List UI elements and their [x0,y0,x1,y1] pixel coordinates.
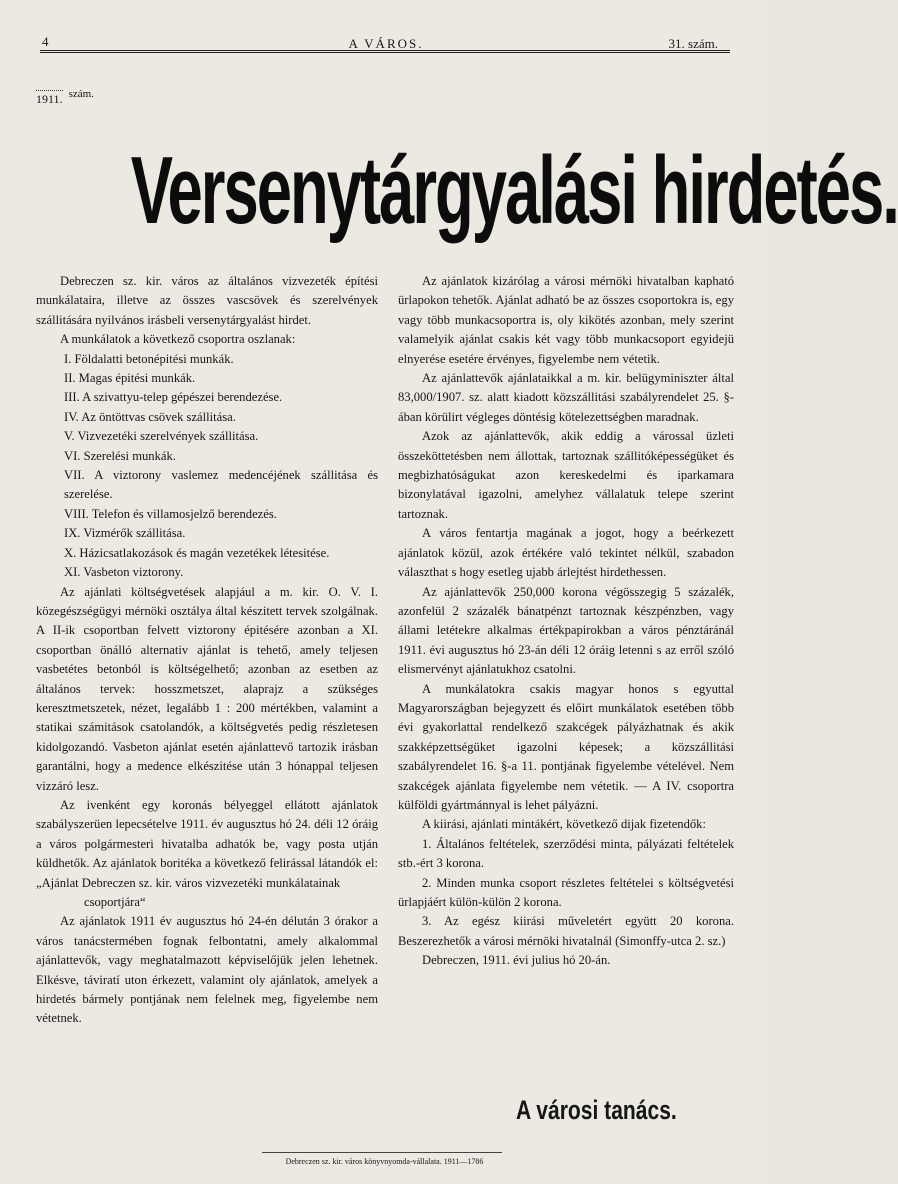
footer-rule [262,1152,502,1153]
issue-label: szám. [68,88,94,100]
paragraph: II. Magas épitési munkák. [64,371,196,386]
paragraph: VI. Szerelési munkák. [64,448,176,463]
year: 1911. [36,92,63,106]
paragraph: Azok az ajánlattevők, akik eddig a várossal üzleti összeköttetésben nem állottak, tartoznak szállitóképességüket és megbizhatóságukat azon kereskedelmi és iparkamara bizonylatával igazolni, amelyhez vállalatuk telepe szerint tartoznak. [398,429,734,521]
paragraph: A kiirási, ajánlati mintákért, következő dijak fizetendők: [422,817,706,832]
paragraph: V. Vizvezetéki szerelvények szállitása. [64,429,259,444]
journal-title: A VÁROS. [348,36,424,51]
paragraph: 3. Az egész kiirási műveletért együtt 20 korona. Beszerezhetők a városi mérnöki hivatalnál (Simonffy-utca 2. sz.) [398,914,734,948]
page-number: 4 [42,34,49,49]
paragraph: Debreczen sz. kir. város az általános vizvezeték építési munkálataira, illetve az összes vascsövek és szerelvények szállitására nyilvános irásbeli versenytárgyalást hirdet. [36,274,378,327]
signature: A városi tanács. [516,1095,677,1125]
left-column [36,272,378,1029]
paragraph: A munkálatokra csakis magyar honos s egyuttal Magyarországban bejegyzett és előirt munkálatok esetében több évi gyakorlattal rendelkező szakcégek pályázhatnak és akik szakképzettségüket igazolni képesek; a közszállitási szabályrendelet 16. §-a 11. pontjának figyelembe vételével. Nem szakcégek ajánlata figyelembe nem vétetik. — A IV. csoportra külföldi gyártmánnyal is lehet pályázni. [398,681,734,812]
paragraph: VIII. Telefon és villamosjelző berendezés. [64,506,277,521]
paragraph: 1. Általános feltételek, szerződési minta, pályázati feltételek stb.-ért 3 korona. [398,836,734,871]
page-header [42,30,730,50]
paragraph: Az ajánlatok 1911 év augusztus hó 24-én délután 3 órakor a város tanácstermében fognak felbontatni, amely alkalommal ajánlattevők, vagy meghatalmazott képviselőjük jelen lehetnek. Elkésve, táviratí uton érkezett, valamint oly ajánlatok, amelyek a hirdetés bármely pontjának nem felelnek meg, figyelembe nem vétetnek. [36,914,378,1026]
paragraph: Az ivenként egy koronás bélyeggel ellátott ajánlatok szabályszerüen lepecsételve 1911. év augusztus hó 24. déli 12 óráig a város polgármesteri hivatalba adhatók be, vagy posta utján küldhetők. Az ajánlatok boritéka a következő felirással látandók el: „Ajánlat Debreczen sz. kir. város vizvezetéki munkálatainak [36,797,378,890]
year-number-line [36,88,94,107]
paragraph: IV. Az öntöttvas csövek szállitása. [64,409,236,424]
paragraph: Az ajánlattevők ajánlataikkal a m. kir. belügyminiszter által 83,000/1907. sz. alatt kiadott közszállitási szabályrendelet 25. §-ában körülirt végleges döntésig kötelezettségben maradnak. [398,371,734,424]
paragraph: A munkálatok a következő csoportra oszlanak: [60,332,296,347]
header-rule [40,50,730,53]
headline: Versenytárgyalási hirdetés. [130,137,898,244]
paragraph: VII. A viztorony vaslemez medencéjének szállitása és szerelése. [64,468,378,502]
paragraph: III. A szivattyu-telep gépészei berendezése. [64,390,283,405]
right-column [398,272,734,971]
printer-imprint: Debreczen sz. kir. város könyvnyomda-vállalata. 1911—1786 [285,1157,484,1166]
paragraph: I. Földalatti betonépitési munkák. [64,351,234,366]
paragraph: Debreczen, 1911. évi julius hó 20-án. [422,953,611,968]
issue-number: 31. szám. [668,36,718,51]
paragraph: Az ajánlattevők 250,000 korona végösszegig 5 százalék, azonfelül 2 százalék bánatpénzt tartoznak készpénzben, vagy állami letétekre alkalmas értékpapirokban a város pénztáránál 1911. évi augusztus hó 23-án déli 12 óráig letenni s az erről szóló elismervényt ajánlatukhoz csatolni. [398,584,734,677]
paragraph: 2. Minden munka csoport részletes feltételei s költségvetési ürlapjáért külön-külön 2 korona. [398,875,734,909]
paragraph: X. Házicsatlakozások és magán vezetékek létesitése. [64,545,330,560]
paragraph: Az ajánlatok kizárólag a városi mérnöki hivatalban kapható ürlapokon tehetők. Ajánlat adható be az összes csoportokra is, egy vagy több munkacsoportra is, oly kikötés azonban, mely szerint valamelyik ajánlat csakis két vagy több munkacsoport egyidejü elnyerése esetére érvényes, figyelembe nem vétetik. [398,274,734,366]
paragraph: A város fentartja magának a jogot, hogy a beérkezett ajánlatok közül, azok értékére való tekintet nélkül, szabadon választhat s hogy esetleg ujabb árlejtést hirdethessen. [398,526,734,580]
paragraph: IX. Vizmérők szállitása. [64,526,186,541]
paragraph: csoportjára“ [84,895,146,909]
paragraph: XI. Vasbeton viztorony. [64,565,184,580]
paragraph: Az ajánlati költségvetések alapjául a m. kir. O. V. I. közegészségügyi mérnöki osztálya által készitett tervek szolgálnak. A II-ik csoportban felvett viztorony épitésére azonban a XI. csoportban önálló alternativ ajánlat is tehető, amely teljesen vasbetétes betonból is költségelhető; azonban az esetben az általános tervek: hosszmetszet, alaprajz a szükséges keresztmetszetek, nézet, legalább 1 : 200 mértékben, valamint a statikai számitások csatolandók, a költségvetés pedig részletesen kidolgozandó. Vasbeton ajánlat esetén ajánlattevő tartozik irásban garantálni, hogy a medence elkészitése után 3 hónappal teljesen vizzáró lesz. [36,584,378,793]
